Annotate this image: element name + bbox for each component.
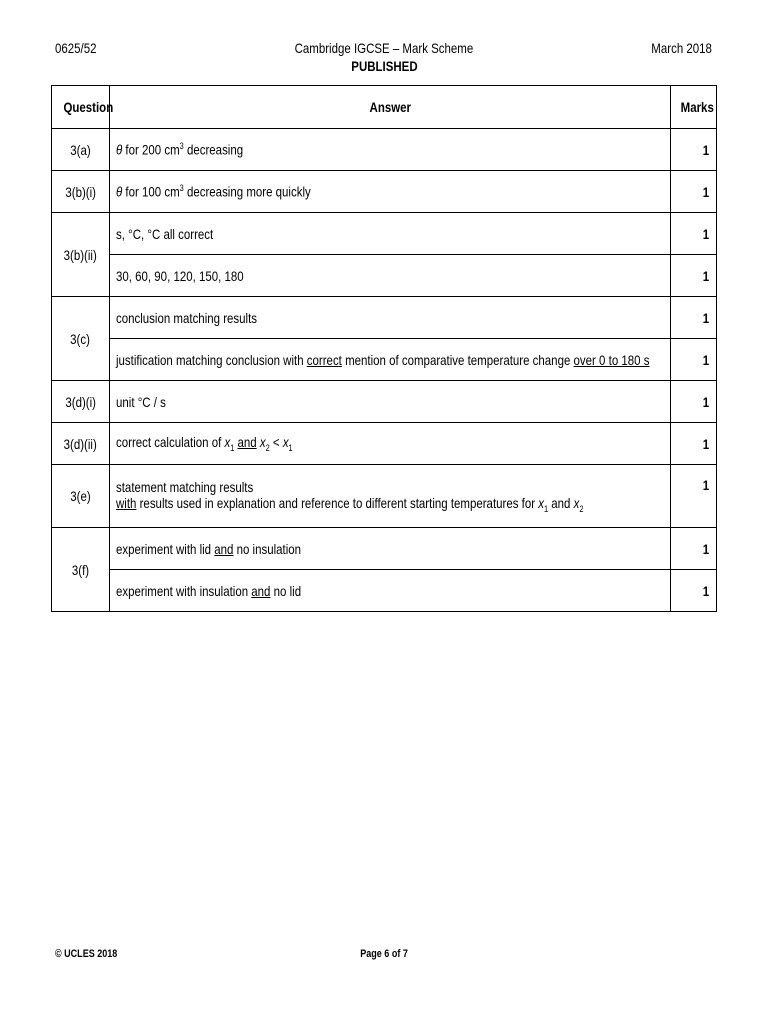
exam-date: March 2018 [651,40,712,56]
table-row [52,570,717,612]
answer-cell: θ for 100 $cm^3$ decreasing more quickly [110,171,671,213]
answer-cell: unit °C / s [110,381,671,423]
table-row [52,339,717,381]
marks-cell: 1 [671,528,717,570]
answer-cell: correct calculation of $x_1$ and $x_2 < x_1$ [110,423,671,465]
mark-scheme-table [51,85,717,612]
table-row [52,171,717,213]
marks-cell: 1 [671,465,717,528]
answer-cell: experiment with insulation and no lid [110,570,671,612]
marks-cell: 1 [671,171,717,213]
question-cell: 3(c) [52,297,110,381]
table-row [52,381,717,423]
question-cell: 3(f) [52,528,110,612]
answer-cell: experiment with lid and no insulation [110,528,671,570]
table-row [52,423,717,465]
question-cell: 3(e) [52,465,110,528]
marks-cell: 1 [671,423,717,465]
answer-cell: justification matching conclusion with correct mention of comparative temperature change over 0 to 180 s [110,339,671,381]
marks-cell: 1 [671,381,717,423]
answer-cell: s, °C, °C all correct [110,213,671,255]
copyright-notice: © UCLES 2018 [55,948,118,960]
answer-column-header: Answer [110,86,671,129]
question-cell: 3(a) [52,129,110,171]
marks-cell: 1 [671,297,717,339]
table-row [52,528,717,570]
marks-cell: 1 [671,129,717,171]
marks-cell: 1 [671,339,717,381]
answer-cell: 30, 60, 90, 120, 150, 180 [110,255,671,297]
page-number: Page 6 of 7 [360,948,408,960]
table-row [52,213,717,255]
document-title: Cambridge IGCSE – Mark Scheme [294,40,474,56]
table-row [52,465,717,528]
question-cell: 3(d)(ii) [52,423,110,465]
marks-cell: 1 [671,570,717,612]
answer-cell: conclusion matching results [110,297,671,339]
paper-code: 0625/52 [55,40,97,56]
question-cell: 3(b)(i) [52,171,110,213]
answer-cell: θ for 200 $cm^3$ decreasing [110,129,671,171]
table-row [52,297,717,339]
marks-cell: 1 [671,255,717,297]
document-status: PUBLISHED [350,58,418,74]
table-header-row [52,86,717,129]
table-row [52,129,717,171]
answer-cell: statement matching results with results used in explanation and reference to different starting temperatures for $x_1$ and $x_2$ [110,465,671,528]
marks-column-header: Marks [671,86,717,129]
question-cell: 3(d)(i) [52,381,110,423]
question-cell: 3(b)(ii) [52,213,110,297]
marks-cell: 1 [671,213,717,255]
question-column-header: Question [52,86,110,129]
table-row [52,255,717,297]
